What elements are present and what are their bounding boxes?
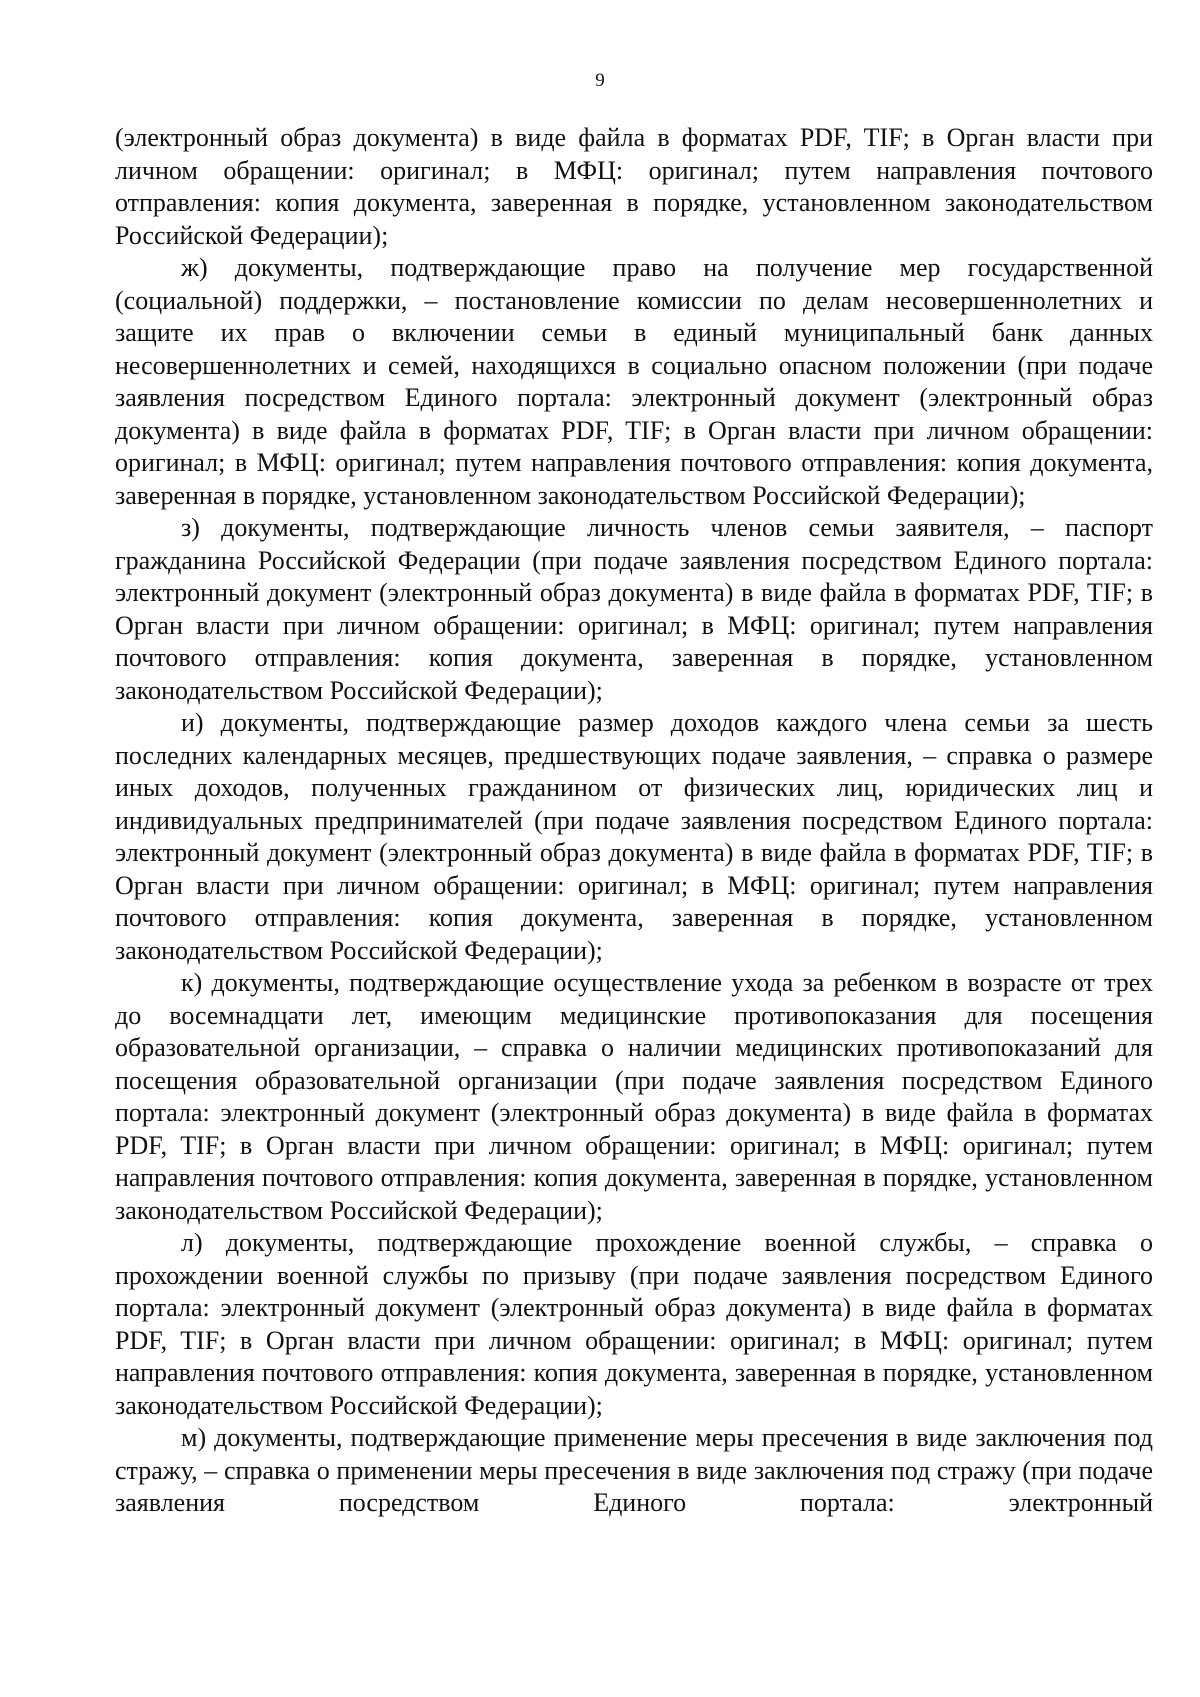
paragraph-item-l: л) документы, подтверждающие прохождение военной службы, – справка о прохождении военной службы по призыву (при подаче заявления посредством Единого портала: электронный документ (электронный образ документа) в виде файла в форматах PDF, TIF; в Орган власти при личном обращении: оригинал; в МФЦ: оригинал; путем направления почтового отправления: копия документа, заверенная в порядке, установленном законодательством Российской Федерации); — [115, 1228, 1153, 1420]
paragraph-item-zh: ж) документы, подтверждающие право на получение мер государственной (социальной) поддержки, – постановление комиссии по делам несовершеннолетних и защите их прав о включении семьи в единый муниципальный банк данных несовершеннолетних и семей, находящихся в социально опасном положении (при подаче заявления посредством Единого портала: электронный документ (электронный образ документа) в виде файла в форматах PDF, TIF; в Орган власти при личном обращении: оригинал; в МФЦ: оригинал; путем направления почтового отправления: копия документа, заверенная в порядке, установленном законодательством Российской Федерации); — [115, 253, 1153, 510]
paragraph-item-i: и) документы, подтверждающие размер доходов каждого члена семьи за шесть последних календарных месяцев, предшествующих подаче заявления, – справка о размере иных доходов, полученных гражданином от физических лиц, юридических лиц и индивидуальных предпринимателей (при подаче заявления посредством Единого портала: электронный документ (электронный образ документа) в виде файла в форматах PDF, TIF; в Орган власти при личном обращении: оригинал; в МФЦ: оригинал; путем направления почтового отправления: копия документа, заверенная в порядке, установленном законодательством Российской Федерации); — [115, 708, 1153, 965]
paragraph-continuation: (электронный образ документа) в виде файла в форматах PDF, TIF; в Орган власти при личном обращении: оригинал; в МФЦ: оригинал; путем направления почтового отправления: копия документа, заверенная в порядке, установленном законодательством Российской Федерации); — [115, 123, 1153, 250]
page-number: 9 — [595, 70, 605, 91]
paragraph-item-k: к) документы, подтверждающие осуществление ухода за ребенком в возрасте от трех до восемнадцати лет, имеющим медицинские противопоказания для посещения образовательной организации, – справка о наличии медицинских противопоказаний для посещения образовательной организации (при подаче заявления посредством Единого портала: электронный документ (электронный образ документа) в виде файла в форматах PDF, TIF; в Орган власти при личном обращении: оригинал; в МФЦ: оригинал; путем направления почтового отправления: копия документа, заверенная в порядке, установленном законодательством Российской Федерации); — [115, 968, 1153, 1225]
paragraph-item-m: м) документы, подтверждающие применение меры пресечения в виде заключения под стражу, – справка о применении меры пресечения в виде заключения под стражу (при подаче заявления посредством Единого портала: электронный — [115, 1423, 1153, 1517]
paragraph-item-z: з) документы, подтверждающие личность членов семьи заявителя, – паспорт гражданина Российской Федерации (при подаче заявления посредством Единого портала: электронный документ (электронный образ документа) в виде файла в форматах PDF, TIF; в Орган власти при личном обращении: оригинал; в МФЦ: оригинал; путем направления почтового отправления: копия документа, заверенная в порядке, установленном законодательством Российской Федерации); — [115, 513, 1153, 705]
document-body — [115, 122, 1153, 1520]
